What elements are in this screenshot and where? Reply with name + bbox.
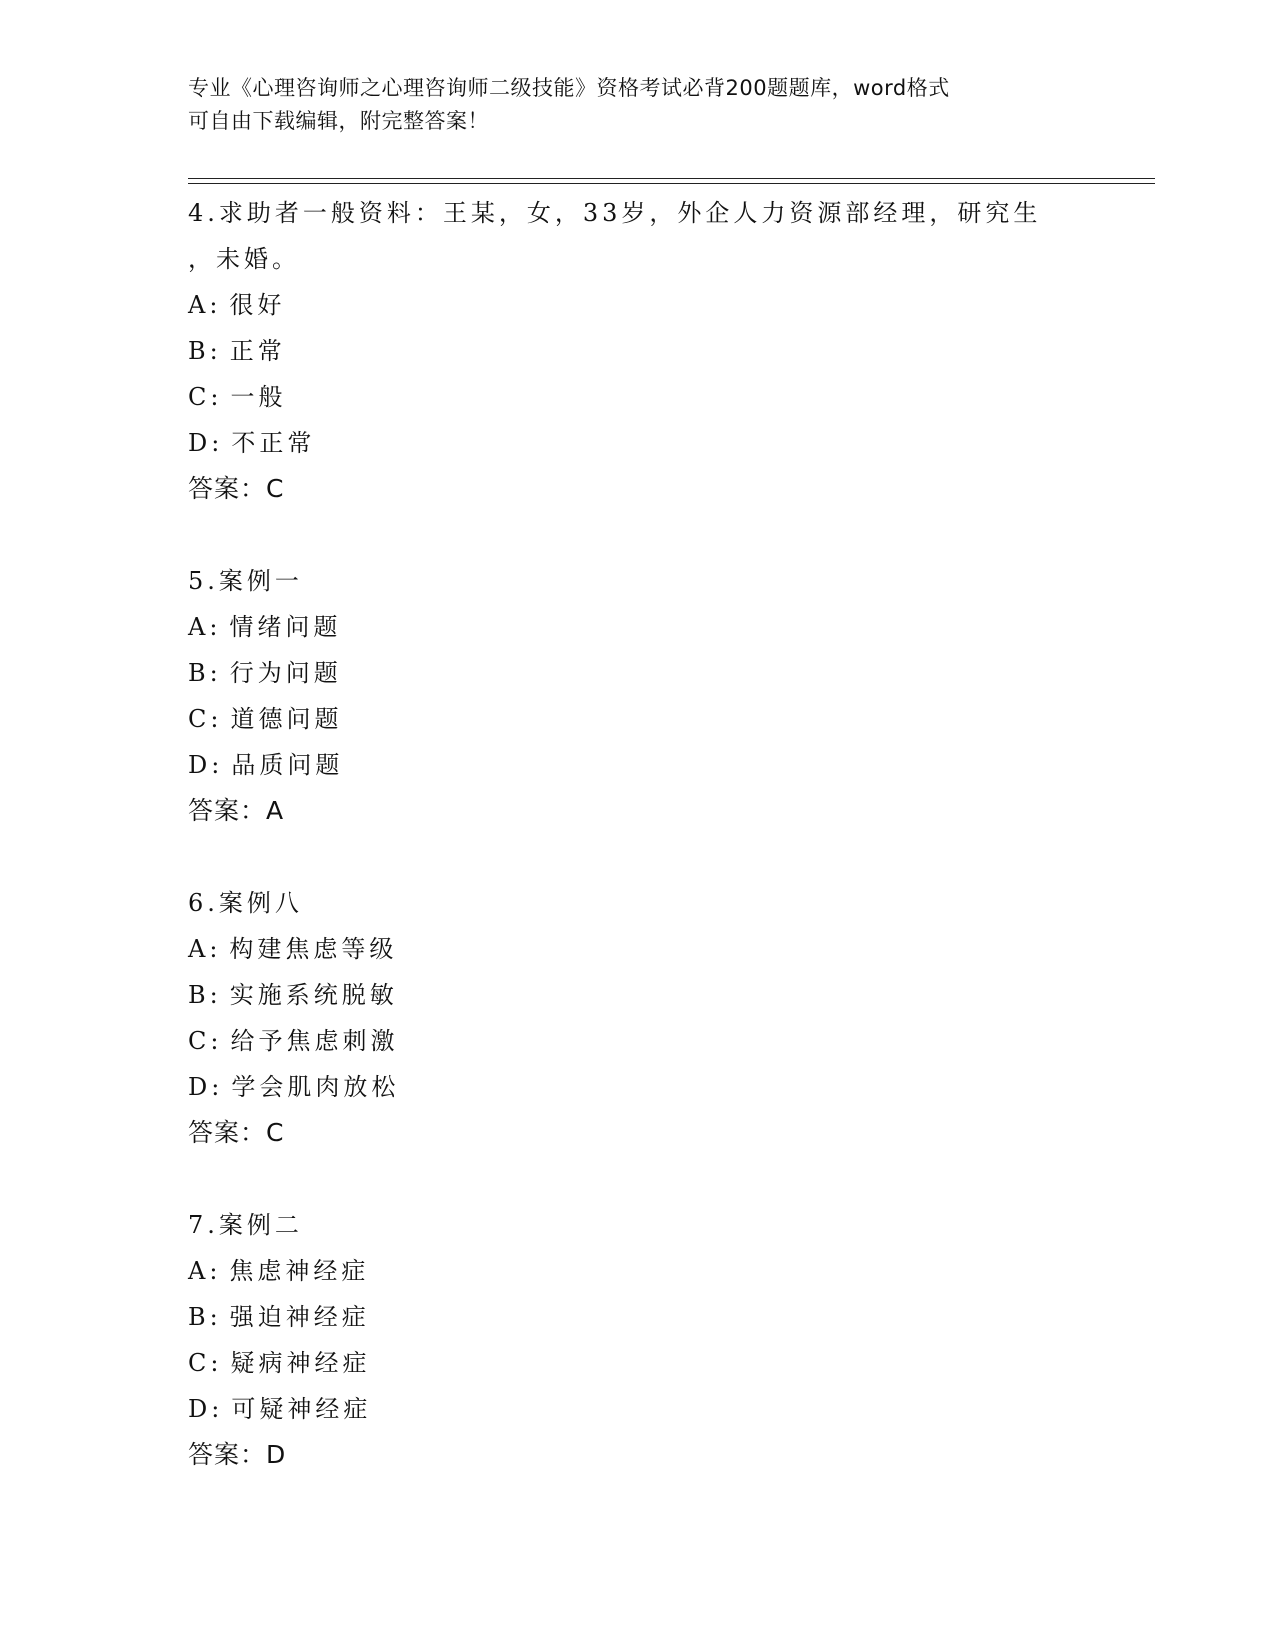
option-letter: D:	[188, 429, 224, 457]
option-letter: C:	[188, 705, 223, 733]
document-header	[188, 72, 1088, 138]
option-text: 情绪问题	[229, 613, 342, 641]
option-text: 学会肌肉放松	[231, 1073, 400, 1101]
answer-label: 答案：	[188, 1440, 267, 1469]
option-b	[188, 650, 1148, 696]
option-letter: A:	[188, 1257, 222, 1285]
option-letter: D:	[188, 1395, 224, 1423]
option-letter: C:	[188, 383, 223, 411]
option-text: 正常	[229, 337, 286, 365]
option-letter: D:	[188, 751, 224, 779]
option-letter: C:	[188, 1027, 223, 1055]
option-letter: B:	[188, 1303, 222, 1331]
answer-label: 答案：	[188, 796, 267, 825]
header-line-2: 可自由下载编辑，附完整答案！	[188, 109, 489, 133]
option-d	[188, 742, 1148, 788]
question-item	[188, 1202, 1148, 1478]
question-title: 5.案例一	[188, 567, 303, 595]
option-text: 很好	[229, 291, 286, 319]
option-text: 不正常	[231, 429, 316, 457]
header-divider-top	[188, 178, 1155, 179]
question-title: 7.案例二	[188, 1211, 303, 1239]
option-c	[188, 1018, 1148, 1064]
option-text: 给予焦虑刺激	[230, 1027, 399, 1055]
option-a	[188, 1248, 1148, 1294]
answer-line	[188, 1110, 1148, 1156]
option-text: 道德问题	[230, 705, 343, 733]
option-b	[188, 328, 1148, 374]
option-c	[188, 696, 1148, 742]
option-c	[188, 1340, 1148, 1386]
answer-label: 答案：	[188, 1118, 267, 1147]
question-title: 6.案例八	[188, 889, 303, 917]
option-text: 焦虑神经症	[229, 1257, 370, 1285]
option-letter: B:	[188, 981, 222, 1009]
option-a	[188, 604, 1148, 650]
question-title-continued: ，未婚。	[188, 245, 300, 273]
option-d	[188, 420, 1148, 466]
option-text: 构建焦虑等级	[229, 935, 398, 963]
header-divider-bottom	[188, 183, 1155, 184]
answer-line	[188, 788, 1148, 834]
option-letter: A:	[188, 291, 222, 319]
question-spacer	[188, 1156, 1148, 1202]
option-b	[188, 972, 1148, 1018]
option-letter: D:	[188, 1073, 224, 1101]
answer-value: C	[266, 1118, 285, 1147]
option-text: 一般	[230, 383, 287, 411]
answer-label: 答案：	[188, 474, 267, 503]
answer-line	[188, 1432, 1148, 1478]
option-d	[188, 1386, 1148, 1432]
question-item	[188, 190, 1148, 558]
option-b	[188, 1294, 1148, 1340]
header-line-1: 专业《心理咨询师之心理咨询师二级技能》资格考试必背200题题库，word格式	[188, 76, 950, 100]
option-text: 品质问题	[231, 751, 344, 779]
answer-line	[188, 466, 1148, 512]
option-d	[188, 1064, 1148, 1110]
option-a	[188, 926, 1148, 972]
question-list	[188, 190, 1148, 1478]
answer-value: A	[266, 796, 285, 825]
question-title: 4.求助者一般资料：王某，女，33岁，外企人力资源部经理，研究生	[188, 199, 1042, 227]
option-letter: A:	[188, 935, 222, 963]
option-text: 实施系统脱敏	[229, 981, 398, 1009]
option-text: 可疑神经症	[231, 1395, 372, 1423]
option-letter: B:	[188, 659, 222, 687]
question-spacer	[188, 512, 1148, 558]
answer-value: D	[266, 1440, 287, 1469]
option-text: 疑病神经症	[230, 1349, 371, 1377]
option-letter: C:	[188, 1349, 223, 1377]
question-item	[188, 558, 1148, 880]
option-letter: B:	[188, 337, 222, 365]
option-letter: A:	[188, 613, 222, 641]
option-text: 行为问题	[229, 659, 342, 687]
option-text: 强迫神经症	[229, 1303, 370, 1331]
question-spacer	[188, 834, 1148, 880]
question-item	[188, 880, 1148, 1202]
option-a	[188, 282, 1148, 328]
answer-value: C	[266, 474, 285, 503]
option-c	[188, 374, 1148, 420]
